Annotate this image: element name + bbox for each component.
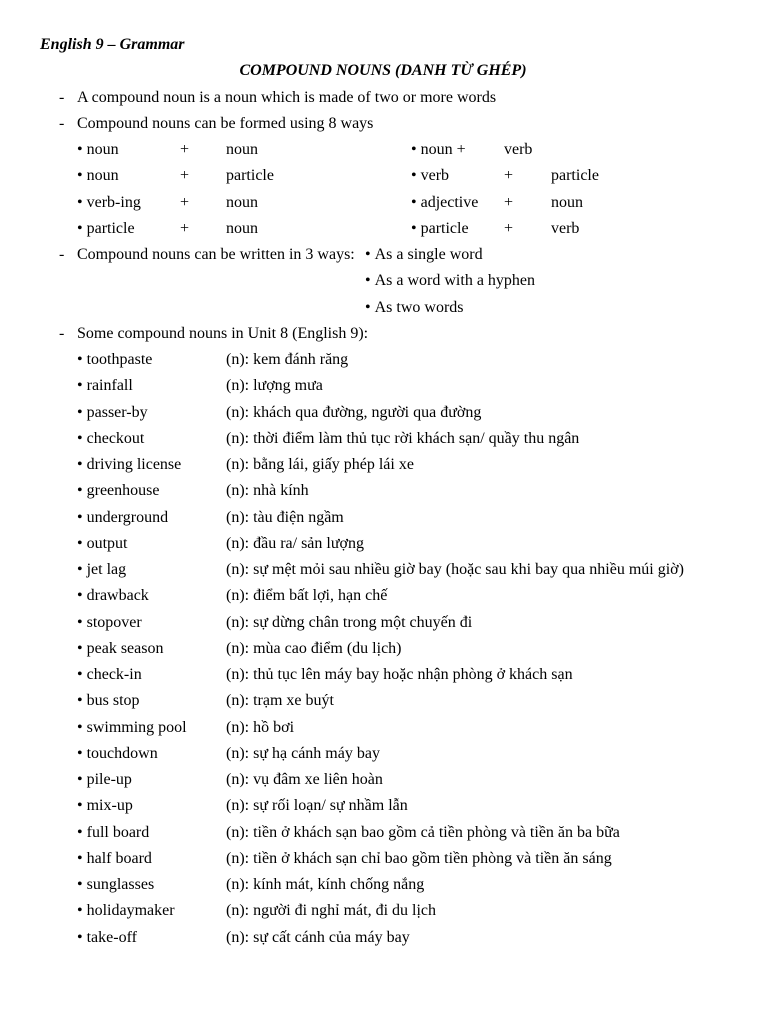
formation-right-first-text: adjective [420, 193, 479, 211]
formation-left-plus: + [180, 167, 190, 185]
writing-way-line [0, 268, 768, 294]
bullet: • [77, 718, 83, 736]
writing-way-text: As a single word [374, 246, 483, 263]
formation-right-first [411, 190, 478, 216]
vocab-word-text: holidaymaker [86, 902, 175, 920]
vocab-word-text: driving license [86, 456, 182, 473]
formation-left-second: noun [226, 193, 258, 211]
bullet: • [77, 639, 83, 657]
vocab-meaning: (n): sự mệt mỏi sau nhiều giờ bay (hoặc sau khi bay qua nhiều múi giờ) [226, 561, 684, 578]
vocab-item [0, 557, 768, 583]
vocab-word [77, 505, 168, 531]
bullet: • [77, 482, 83, 500]
vocab-word-text: stopover [86, 613, 142, 631]
bullet: • [365, 272, 371, 290]
vocab-meaning: (n): sự dừng chân trong một chuyến đi [226, 613, 473, 631]
formation-left-first [77, 163, 119, 189]
formation-right-second: verb [551, 219, 580, 237]
formation-right-second: verb [504, 141, 533, 158]
writing-heading-line [0, 242, 768, 268]
formation-right-first-text: noun + [420, 141, 466, 158]
vocab-item [0, 505, 768, 531]
formation-left-second: particle [226, 167, 274, 185]
vocab-word-text: bus stop [86, 692, 140, 710]
vocab-word [77, 583, 149, 609]
vocab-meaning: (n): mùa cao điểm (du lịch) [226, 639, 402, 657]
formation-left-second: noun [226, 219, 258, 237]
bullet: • [77, 587, 83, 605]
vocab-word-text: toothpaste [86, 351, 153, 368]
vocab-item [0, 925, 768, 951]
vocab-meaning: (n): kính mát, kính chống nắng [226, 876, 425, 893]
formation-right-plus: + [504, 167, 514, 185]
formation-row [0, 163, 768, 189]
formation-left-plus: + [180, 141, 190, 158]
vocab-word [77, 846, 152, 872]
vocab-word-text: jet lag [86, 561, 127, 578]
bullet: • [77, 167, 83, 185]
vocab-meaning: (n): tàu điện ngầm [226, 508, 344, 526]
formation-left-first-text: noun [86, 141, 119, 158]
title-line [0, 58, 768, 84]
vocab-word-text: take-off [86, 928, 137, 946]
vocab-word [77, 767, 132, 793]
bullet: • [411, 167, 417, 185]
formation-row [0, 190, 768, 216]
vocab-meaning: (n): tiền ở khách sạn bao gồm cả tiền phòng và tiền ăn ba bữa [226, 823, 620, 841]
vocab-item [0, 688, 768, 714]
bullet: • [77, 429, 83, 447]
bullet: • [77, 351, 83, 368]
vocab-word [77, 741, 158, 767]
formation-right-first [411, 137, 466, 163]
formation-right-plus: + [504, 193, 514, 211]
bullet: • [77, 219, 83, 237]
vocab-item [0, 478, 768, 504]
bullet: • [77, 403, 83, 421]
vocab-meaning: (n): nhà kính [226, 482, 309, 500]
dash-marker: - [59, 114, 65, 132]
formation-heading-line [0, 111, 768, 137]
vocab-item [0, 400, 768, 426]
vocab-word [77, 557, 126, 583]
vocab-word [77, 872, 154, 898]
vocab-word-text: rainfall [86, 377, 133, 395]
vocab-item [0, 347, 768, 373]
formation-right-first-text: verb [420, 167, 450, 185]
bullet: • [77, 613, 83, 631]
dash-marker: - [59, 246, 65, 263]
formation-left-first-text: particle [86, 219, 135, 237]
formation-left-plus: + [180, 219, 190, 237]
writing-way [365, 268, 535, 294]
vocab-word-text: mix-up [86, 797, 133, 815]
formation-right-second: noun [551, 193, 583, 211]
bullet: • [77, 849, 83, 867]
formation-right-plus: + [504, 219, 514, 237]
course-heading: English 9 – Grammar [40, 36, 185, 53]
vocab-word-text: underground [86, 508, 169, 526]
bullet: • [77, 377, 83, 395]
formation-heading: Compound nouns can be formed using 8 ways [77, 114, 374, 132]
vocab-item [0, 636, 768, 662]
bullet: • [77, 876, 83, 893]
vocab-word-text: peak season [86, 639, 164, 657]
vocab-meaning: (n): khách qua đường, người qua đường [226, 403, 482, 421]
vocab-meaning: (n): vụ đâm xe liên hoàn [226, 771, 383, 788]
definition-line [0, 85, 768, 111]
vocab-word-text: output [86, 534, 128, 552]
formation-left-second: noun [226, 141, 258, 158]
vocab-meaning: (n): sự cất cánh của máy bay [226, 928, 410, 946]
bullet: • [77, 771, 83, 788]
dash-marker: - [59, 324, 65, 342]
vocab-word-text: full board [86, 823, 150, 841]
definition-text: A compound noun is a noun which is made of two or more words [77, 88, 497, 106]
vocab-word-text: pile-up [86, 771, 132, 788]
formation-right-first [411, 216, 469, 242]
bullet: • [77, 193, 83, 211]
header-line [0, 32, 768, 58]
vocab-meaning: (n): người đi nghỉ mát, đi du lịch [226, 902, 436, 920]
vocab-item [0, 898, 768, 924]
bullet: • [77, 744, 83, 762]
vocab-meaning: (n): lượng mưa [226, 377, 323, 395]
vocab-meaning: (n): sự hạ cánh máy bay [226, 744, 380, 762]
bullet: • [77, 692, 83, 710]
bullet: • [365, 246, 371, 263]
formation-left-first-text: verb-ing [86, 193, 141, 211]
formation-left-first [77, 216, 135, 242]
writing-way-text: As a word with a hyphen [374, 272, 536, 290]
vocab-word-text: touchdown [86, 744, 158, 762]
bullet: • [411, 219, 417, 237]
vocab-item [0, 767, 768, 793]
vocab-item [0, 426, 768, 452]
vocab-item [0, 531, 768, 557]
vocab-word [77, 373, 133, 399]
vocab-word [77, 610, 142, 636]
vocab-item [0, 373, 768, 399]
vocab-word [77, 347, 152, 373]
writing-way-text: As two words [374, 298, 464, 316]
vocab-item [0, 793, 768, 819]
formation-row [0, 137, 768, 163]
writing-way-line [0, 295, 768, 321]
vocab-word-text: greenhouse [86, 482, 160, 500]
vocab-word-text: swimming pool [86, 718, 187, 736]
formation-right-second: particle [551, 167, 599, 185]
vocab-item [0, 741, 768, 767]
dash-marker: - [59, 88, 65, 106]
page-title: COMPOUND NOUNS (DANH TỪ GHÉP) [239, 62, 527, 80]
vocab-word-text: checkout [86, 429, 145, 447]
formation-right-first-text: particle [420, 219, 469, 237]
formation-row [0, 216, 768, 242]
vocab-item [0, 583, 768, 609]
vocab-word [77, 820, 149, 846]
bullet: • [77, 928, 83, 946]
bullet: • [77, 797, 83, 815]
bullet: • [365, 298, 371, 316]
vocab-item [0, 846, 768, 872]
bullet: • [411, 141, 417, 158]
vocab-word [77, 452, 181, 478]
vocab-word [77, 662, 142, 688]
bullet: • [77, 534, 83, 552]
formation-left-first-text: noun [86, 167, 119, 185]
writing-way [365, 295, 464, 321]
vocab-heading: Some compound nouns in Unit 8 (English 9): [77, 324, 369, 342]
vocab-word-text: drawback [86, 587, 149, 605]
vocab-item [0, 610, 768, 636]
vocab-word-text: half board [86, 849, 152, 867]
vocab-word-text: passer-by [86, 403, 148, 421]
vocab-meaning: (n): sự rối loạn/ sự nhầm lẫn [226, 797, 408, 815]
vocab-heading-line [0, 321, 768, 347]
bullet: • [411, 193, 417, 211]
vocab-meaning: (n): kem đánh răng [226, 351, 349, 368]
vocab-word [77, 898, 175, 924]
writing-way [365, 242, 483, 268]
writing-heading: Compound nouns can be written in 3 ways: [77, 246, 355, 263]
bullet: • [77, 666, 83, 683]
bullet: • [77, 823, 83, 841]
vocab-word-text: sunglasses [86, 876, 155, 893]
vocab-meaning: (n): thủ tục lên máy bay hoặc nhận phòng ở khách sạn [226, 666, 573, 683]
vocab-meaning: (n): hồ bơi [226, 718, 295, 736]
vocab-word [77, 636, 163, 662]
vocab-meaning: (n): tiền ở khách sạn chỉ bao gồm tiền phòng và tiền ăn sáng [226, 849, 612, 867]
vocab-meaning: (n): điểm bất lợi, hạn chế [226, 587, 388, 605]
vocab-word [77, 531, 128, 557]
bullet: • [77, 141, 83, 158]
vocab-word [77, 715, 187, 741]
formation-left-first [77, 190, 141, 216]
vocab-meaning: (n): trạm xe buýt [226, 692, 334, 710]
vocab-word [77, 426, 144, 452]
vocab-word [77, 400, 148, 426]
bullet: • [77, 456, 83, 473]
formation-left-plus: + [180, 193, 190, 211]
vocab-item [0, 662, 768, 688]
vocab-meaning: (n): bằng lái, giấy phép lái xe [226, 456, 414, 473]
vocab-meaning: (n): thời điểm làm thủ tục rời khách sạn/ quầy thu ngân [226, 429, 580, 447]
formation-left-first [77, 137, 119, 163]
bullet: • [77, 902, 83, 920]
vocab-word [77, 688, 140, 714]
bullet: • [77, 561, 83, 578]
vocab-word [77, 478, 159, 504]
formation-right-first [411, 163, 449, 189]
vocab-item [0, 872, 768, 898]
vocab-word [77, 793, 133, 819]
vocab-item [0, 820, 768, 846]
vocab-item [0, 715, 768, 741]
vocab-meaning: (n): đầu ra/ sản lượng [226, 534, 364, 552]
vocab-word [77, 925, 137, 951]
bullet: • [77, 508, 83, 526]
vocab-item [0, 452, 768, 478]
vocab-word-text: check-in [86, 666, 142, 683]
